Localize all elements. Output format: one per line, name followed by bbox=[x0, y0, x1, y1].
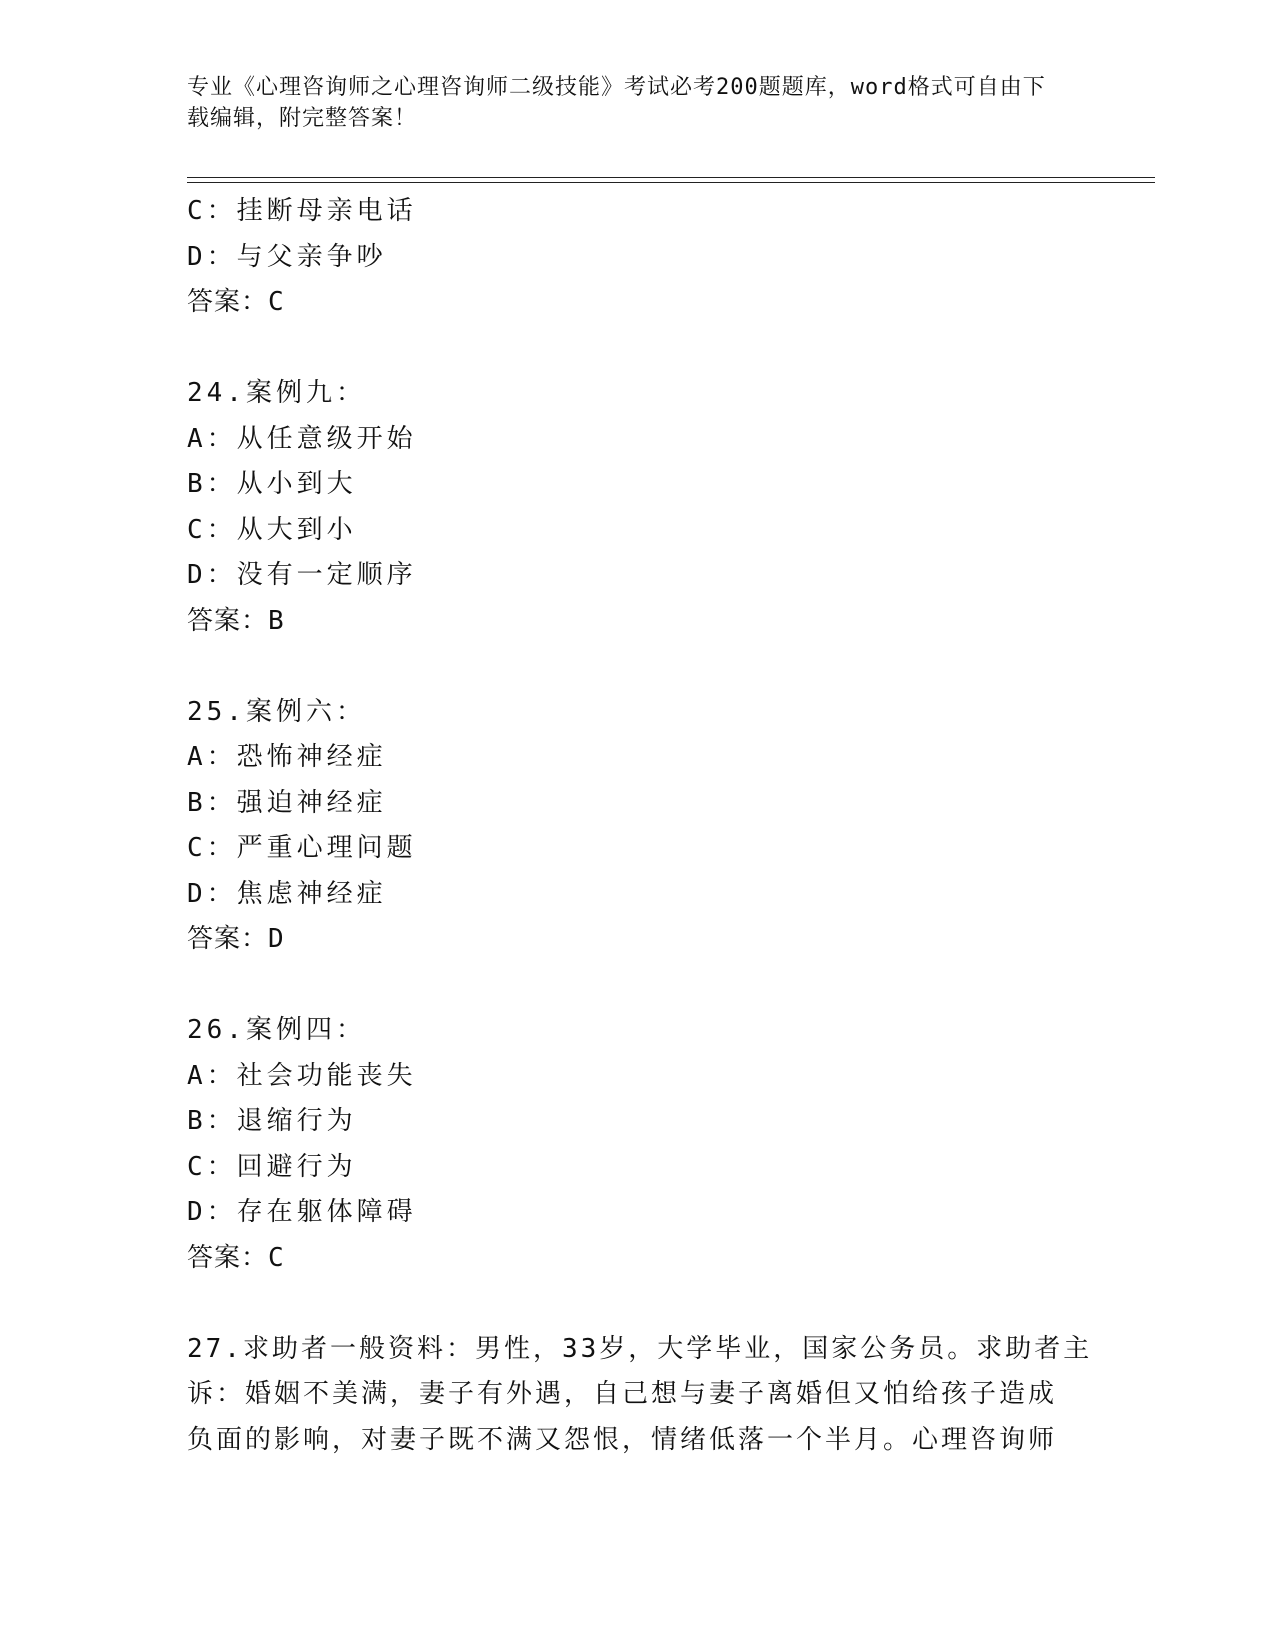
option-c: C：回避行为 bbox=[187, 1151, 357, 1182]
option-b: B：从小到大 bbox=[187, 469, 357, 499]
option-d: D：焦虑神经症 bbox=[187, 878, 387, 909]
option-c: C：从大到小 bbox=[187, 514, 357, 545]
option-d: D：存在躯体障碍 bbox=[187, 1197, 417, 1227]
question-text-line: 负面的影响，对妻子既不满又怨恨，情绪低落一个半月。心理咨询师 bbox=[187, 1424, 1058, 1455]
option-d: D：没有一定顺序 bbox=[187, 560, 417, 590]
header-rule-bottom bbox=[187, 182, 1155, 183]
spacer bbox=[187, 1281, 1087, 1327]
document-header: 专业《心理咨询师之心理咨询师二级技能》考试必考200题题库，word格式可自由下载编辑，附完整答案！ bbox=[187, 75, 1046, 131]
answer-line: 答案：C bbox=[187, 287, 285, 317]
option-a: A：从任意级开始 bbox=[187, 423, 417, 454]
question-stem: 25.案例六： bbox=[187, 696, 366, 727]
answer-line: 答案：D bbox=[187, 924, 285, 954]
spacer bbox=[187, 963, 1087, 1009]
option-d: D：与父亲争吵 bbox=[187, 241, 387, 272]
question-text-line: 27.求助者一般资料：男性，33岁，大学毕业，国家公务员。求助者主 bbox=[187, 1333, 1093, 1364]
option-c: C：严重心理问题 bbox=[187, 833, 417, 863]
option-b: B：退缩行为 bbox=[187, 1106, 357, 1136]
spacer bbox=[187, 326, 1087, 372]
question-stem: 26.案例四： bbox=[187, 1015, 366, 1045]
option-a: A：社会功能丧失 bbox=[187, 1060, 417, 1091]
question-list bbox=[187, 189, 1093, 1463]
option-a: A：恐怖神经症 bbox=[187, 742, 387, 772]
prev-question-tail bbox=[187, 189, 1087, 326]
option-b: B：强迫神经症 bbox=[187, 787, 387, 818]
question-24 bbox=[187, 371, 1087, 644]
option-c: C：挂断母亲电话 bbox=[187, 196, 417, 226]
question-27 bbox=[187, 1327, 1093, 1464]
question-25 bbox=[187, 690, 1087, 963]
question-text-line: 诉：婚姻不美满，妻子有外遇，自己想与妻子离婚但又怕给孩子造成 bbox=[187, 1379, 1058, 1409]
answer-line: 答案：C bbox=[187, 1242, 285, 1273]
answer-line: 答案：B bbox=[187, 605, 285, 636]
spacer bbox=[187, 644, 1087, 690]
question-stem: 24.案例九： bbox=[187, 378, 366, 408]
header-rule-top bbox=[187, 177, 1155, 178]
question-26 bbox=[187, 1008, 1087, 1281]
